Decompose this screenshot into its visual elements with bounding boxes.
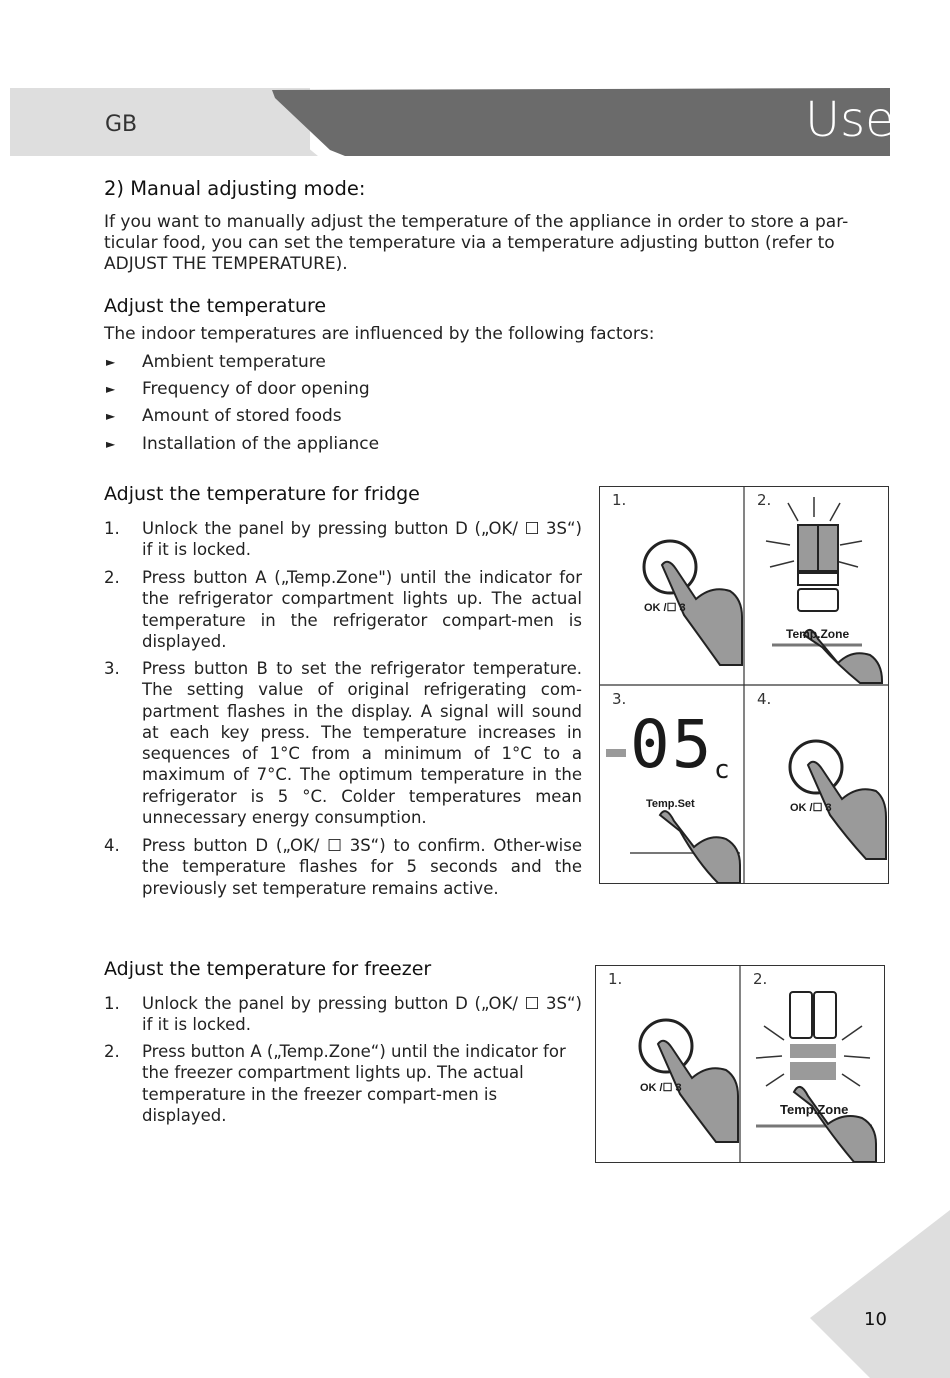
page-corner-graphic	[810, 1210, 950, 1378]
manual-mode-line-2: ticular food, you can set the temperature via a temperature adjusting button (refer to	[104, 233, 835, 253]
manual-mode-line-3: ADJUST THE TEMPERATURE).	[104, 254, 348, 274]
freezer-heading: Adjust the temperature for freezer	[104, 958, 432, 980]
fridge-step: 2. Press button A („Temp.Zone") until the indicator for the refrigerator compartment lights up. The actual temperature in the refrigerator compart-men is displayed.	[104, 568, 582, 651]
bullet-arrow-icon: ►	[106, 355, 116, 369]
temperature-display: 05	[630, 706, 714, 783]
list-item: ► Amount of stored foods	[106, 406, 342, 426]
panel-label: 2.	[757, 491, 772, 509]
bullet-arrow-icon: ►	[106, 437, 116, 451]
list-item: ► Installation of the appliance	[106, 434, 380, 454]
celsius-icon: c	[714, 755, 730, 785]
list-item: ► Frequency of door opening	[106, 379, 370, 399]
fridge-figure	[599, 486, 889, 884]
fridge-step: 4. Press button D („OK/ ☐ 3S“) to confirm. Other-wise the temperature flashes for 5 seconds and the previously set temperature remains active.	[104, 836, 582, 898]
fridge-step: 1. Unlock the panel by pressing button D („OK/ ☐ 3S“) if it is locked.	[104, 519, 582, 560]
panel-label: 4.	[757, 690, 772, 708]
language-code: GB	[105, 112, 138, 137]
panel-label: 3.	[612, 690, 627, 708]
bullet-arrow-icon: ►	[106, 382, 116, 396]
temp-zone-label: Temp.Zone	[786, 627, 850, 641]
page-number: 10	[864, 1309, 887, 1330]
temp-set-label: Temp.Set	[646, 798, 695, 810]
ok-button-label: OK /☐ 3	[640, 1082, 682, 1094]
fridge-step: 3. Press button B to set the refrigerator temperature. The setting value of original refrigerating com-partment flashes in the display. A signal will sound at each key press. The temperature increases in sequences of 1°C from a minimum of 1°C to a maximum of 7°C. The optimum temperature in the refrigerator is 5 °C. Colder temperatures mean unnecessary energy consumption.	[104, 659, 582, 828]
fridge-heading: Adjust the temperature for fridge	[104, 483, 420, 505]
adjust-temp-intro: The indoor temperatures are influenced by the following factors:	[104, 324, 655, 344]
list-item: ► Ambient temperature	[106, 352, 326, 372]
freezer-figure	[595, 965, 885, 1163]
temp-zone-label: Temp.Zone	[780, 1102, 849, 1117]
manual-mode-heading: 2) Manual adjusting mode:	[104, 177, 366, 200]
freezer-step: 2. Press button A („Temp.Zone“) until the indicator for the freezer compartment lights up. The actual temperature in the freezer compart-men is displayed.	[104, 1042, 566, 1125]
bullet-arrow-icon: ►	[106, 409, 116, 423]
manual-mode-line-1: If you want to manually adjust the temperature of the appliance in order to store a par-	[104, 212, 849, 232]
ok-button-label: OK /☐ 3	[644, 602, 686, 614]
adjust-temp-heading: Adjust the temperature	[104, 295, 327, 317]
ok-button-label: OK /☐ 3	[790, 802, 832, 814]
section-title: Use	[805, 92, 895, 148]
panel-label: 1.	[608, 970, 623, 988]
panel-label: 1.	[612, 491, 627, 509]
panel-label: 2.	[753, 970, 768, 988]
freezer-step: 1. Unlock the panel by pressing button D („OK/ ☐ 3S“) if it is locked.	[104, 994, 582, 1035]
